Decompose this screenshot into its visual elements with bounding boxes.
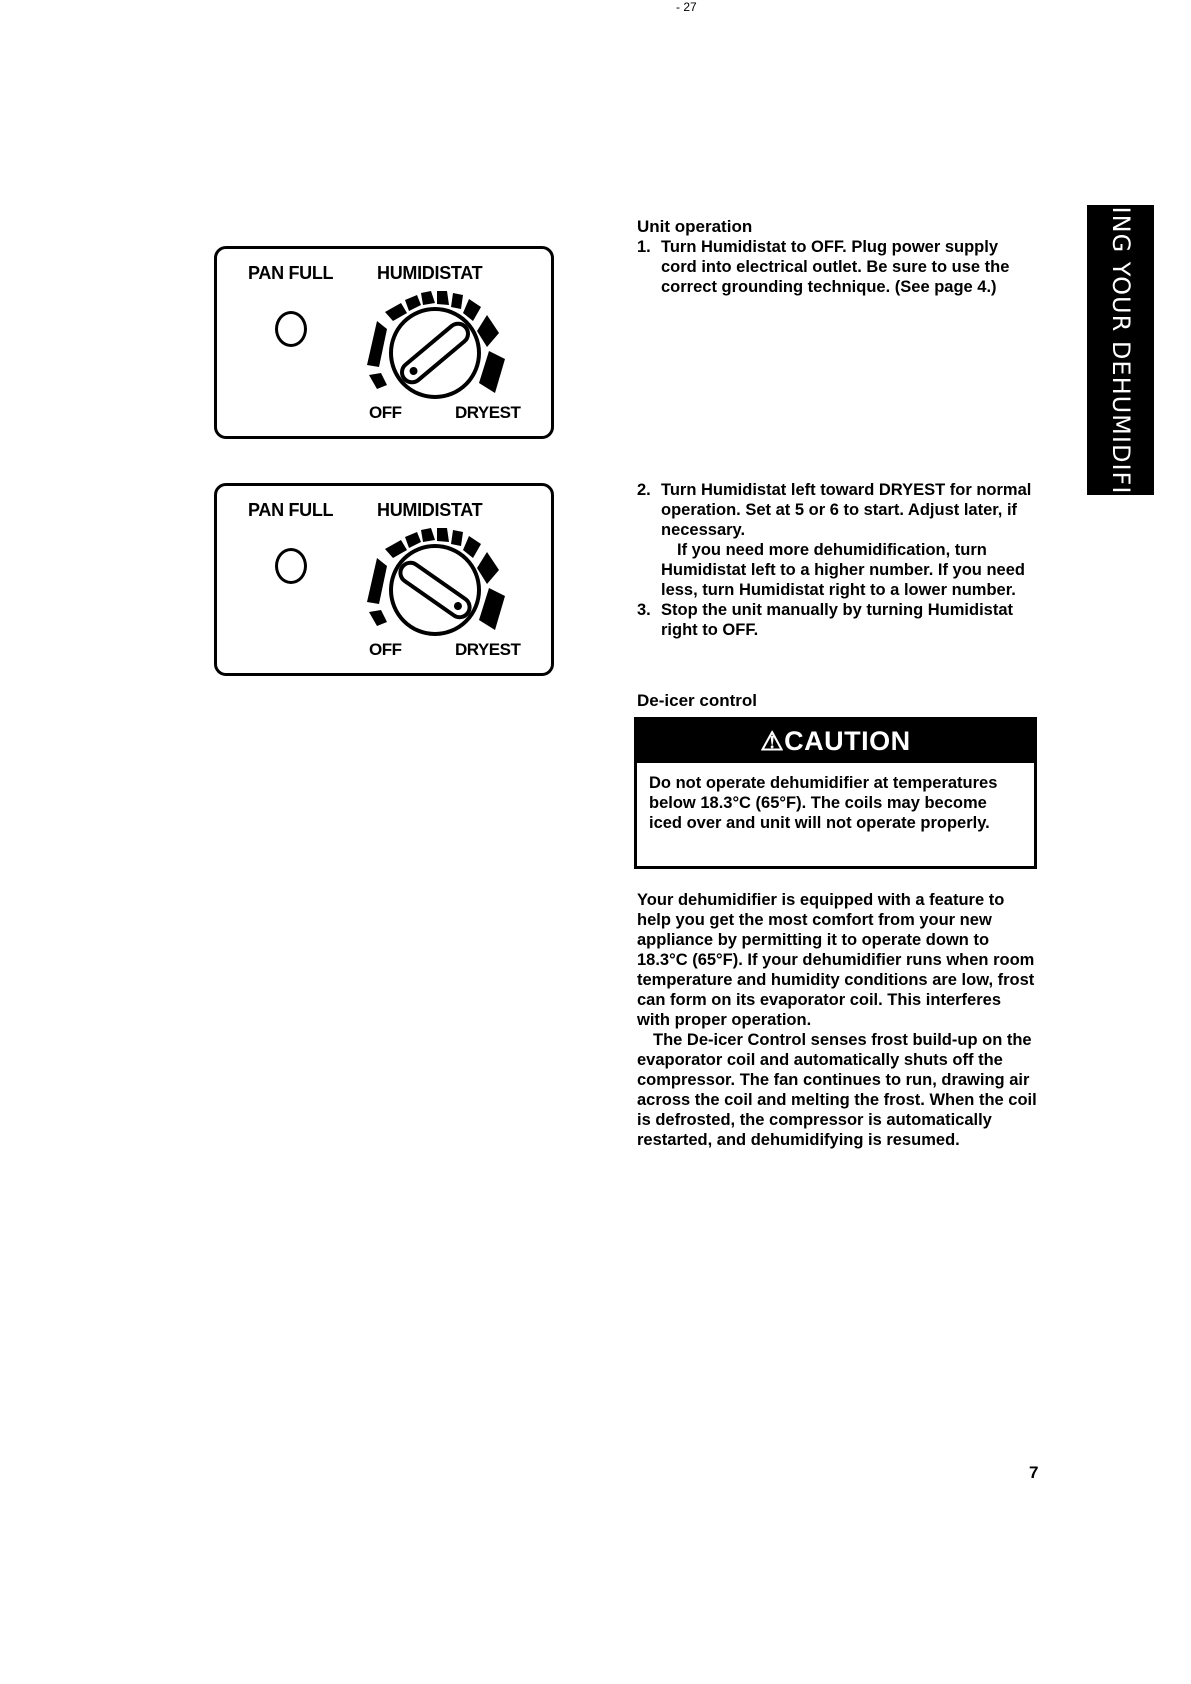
humidistat-dial-icon: [357, 522, 507, 642]
side-tab-label: USING YOUR DEHUMIDIFIER: [1106, 171, 1135, 529]
page-number: 7: [1029, 1463, 1039, 1482]
off-label: OFF: [369, 640, 402, 659]
step-1-text: Turn Humidistat to OFF. Plug power supply cord into electrical outlet. Be sure to use the correct grounding technique. (See page 4.): [661, 238, 1010, 296]
step-2-text: Turn Humidistat left toward DRYEST for normal operation. Set at 5 or 6 to start. Adjust later, if necessary.: [661, 481, 1032, 539]
warning-triangle-icon: ⚠: [760, 726, 785, 756]
pan-full-indicator-light: [275, 311, 307, 347]
step-1-number: 1.: [637, 238, 651, 256]
control-panel-diagram-dryest: [214, 483, 554, 676]
caution-text: Do not operate dehumidifier at temperatures below 18.3°C (65°F). The coils may become iced over and unit will not operate properly.: [649, 774, 998, 832]
pan-full-indicator-light: [275, 548, 307, 584]
step-3-number: 3.: [637, 601, 651, 619]
control-panel-diagram-off: [214, 246, 554, 439]
step-3: [637, 600, 1037, 640]
deicer-paragraph-1: Your dehumidifier is equipped with a feature to help you get the most comfort from your new appliance by permitting it to operate down to 18.3°C (65°F). If your dehumidifier runs when room temperature and humidity conditions are low, frost can form on its evaporator coil. This interferes with proper operation.: [637, 891, 1035, 1029]
step-2-number: 2.: [637, 481, 651, 499]
deicer-description: [637, 890, 1037, 1150]
humidistat-label: HUMIDISTAT: [377, 263, 483, 283]
deicer-heading: De-icer control: [637, 691, 757, 710]
top-mark: - 27: [676, 0, 697, 14]
step-1: [637, 237, 1037, 297]
caution-title: CAUTION: [784, 726, 911, 756]
unit-operation-heading: Unit operation: [637, 217, 753, 236]
unit-operation-section: [637, 217, 1037, 297]
humidistat-dial-icon: [357, 285, 507, 405]
pan-full-label: PAN FULL: [248, 263, 334, 283]
deicer-heading-block: [637, 691, 1037, 711]
pan-full-label: PAN FULL: [248, 500, 334, 520]
caution-header: [637, 720, 1034, 763]
caution-box: [634, 717, 1037, 869]
off-label: OFF: [369, 403, 402, 422]
dryest-label: DRYEST: [455, 640, 521, 659]
step-2-extra-text: If you need more dehumidification, turn Humidistat left to a higher number. If you need less, turn Humidistat right to a lower number.: [661, 541, 1025, 599]
section-side-tab: [1087, 171, 1154, 529]
dryest-label: DRYEST: [455, 403, 521, 422]
deicer-paragraph-2: The De-icer Control senses frost build-up on the evaporator coil and automatically shuts off the compressor. The fan continues to run, drawing air across the coil and melting the frost. When the coil is defrosted, the compressor is automatically restarted, and dehumidifying is resumed.: [637, 1031, 1037, 1149]
step-2: [637, 480, 1037, 600]
unit-operation-steps-continued: [637, 480, 1037, 640]
humidistat-label: HUMIDISTAT: [377, 500, 483, 520]
step-3-text: Stop the unit manually by turning Humidistat right to OFF.: [661, 601, 1014, 639]
